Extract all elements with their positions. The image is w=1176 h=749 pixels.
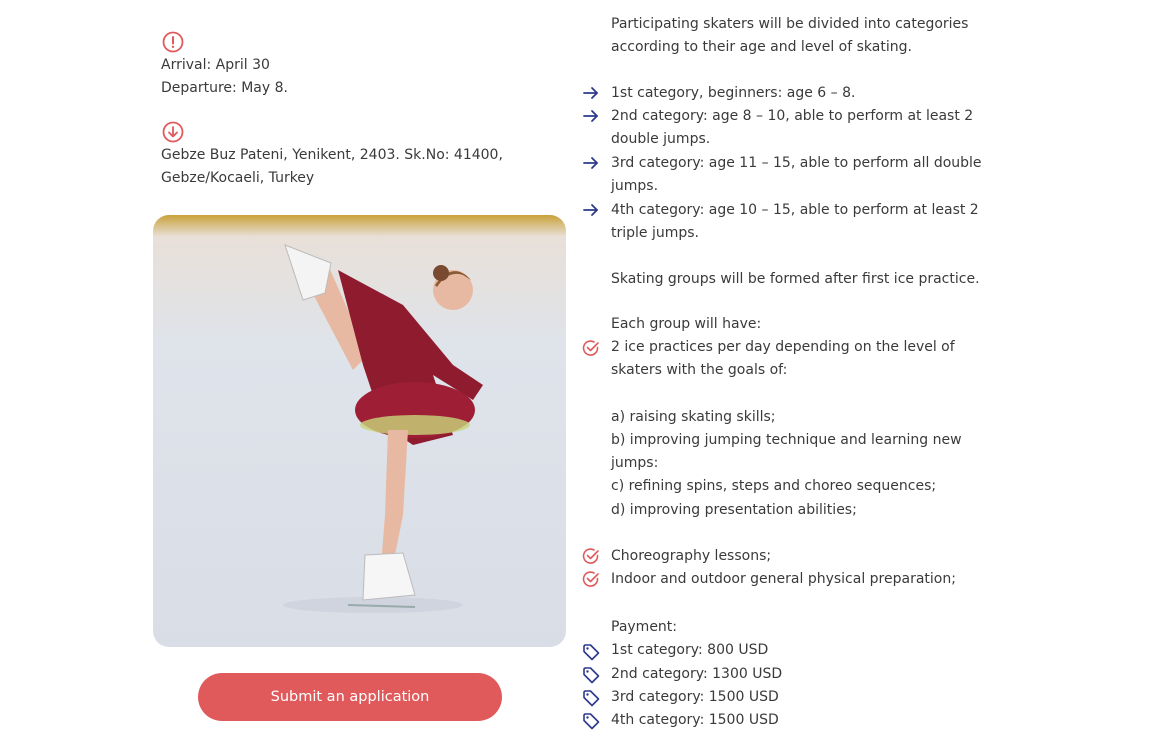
arrival-text: Arrival: April 30 <box>161 57 270 73</box>
category-2-line-2: double jumps. <box>611 131 711 147</box>
goal-item: a) raising skating skills; <box>611 409 776 425</box>
price-tag-icon <box>582 712 600 730</box>
alert-circle-icon <box>162 31 184 53</box>
arrow-right-icon <box>582 201 600 219</box>
address-line-1: Gebze Buz Pateni, Yenikent, 2403. Sk.No: 41400, <box>161 147 503 163</box>
submit-application-button[interactable]: Submit an application <box>198 673 502 721</box>
goal-item: d) improving presentation abilities; <box>611 502 857 518</box>
departure-text: Departure: May 8. <box>161 80 288 96</box>
address-line-2: Gebze/Kocaeli, Turkey <box>161 170 315 186</box>
arrow-right-icon <box>582 154 600 172</box>
price-tag-icon <box>582 666 600 684</box>
category-3-line-2: jumps. <box>611 178 659 194</box>
payment-item: 4th category: 1500 USD <box>611 712 779 728</box>
intro-text-2: according to their age and level of skating. <box>611 39 912 55</box>
payment-item: 3rd category: 1500 USD <box>611 689 779 705</box>
goal-item: c) refining spins, steps and choreo sequences; <box>611 478 937 494</box>
payment-item: 2nd category: 1300 USD <box>611 666 783 682</box>
check-circle-icon <box>582 339 600 357</box>
figure-skater-photo <box>153 215 566 647</box>
goal-item: b) improving jumping technique and learning new <box>611 432 962 448</box>
practice-line-1: 2 ice practices per day depending on the level of <box>611 339 955 355</box>
category-4-line-1: 4th category: age 10 – 15, able to perform at least 2 <box>611 202 979 218</box>
intro-text-1: Participating skaters will be divided into categories <box>611 16 969 32</box>
arrow-right-icon <box>582 84 600 102</box>
check-circle-icon <box>582 570 600 588</box>
each-group-text: Each group will have: <box>611 316 762 332</box>
groups-formed-text: Skating groups will be formed after first ice practice. <box>611 271 980 287</box>
category-1-line-1: 1st category, beginners: age 6 – 8. <box>611 85 856 101</box>
physical-text: Indoor and outdoor general physical preparation; <box>611 571 956 587</box>
check-circle-icon <box>582 547 600 565</box>
category-2-line-1: 2nd category: age 8 – 10, able to perform at least 2 <box>611 108 974 124</box>
payment-item: 1st category: 800 USD <box>611 642 769 658</box>
goal-item: jumps: <box>611 455 659 471</box>
price-tag-icon <box>582 689 600 707</box>
payment-title: Payment: <box>611 619 678 635</box>
practice-line-2: skaters with the goals of: <box>611 362 788 378</box>
price-tag-icon <box>582 643 600 661</box>
arrow-down-circle-icon <box>162 121 184 143</box>
category-3-line-1: 3rd category: age 11 – 15, able to perform all double <box>611 155 982 171</box>
arrow-right-icon <box>582 107 600 125</box>
category-4-line-2: triple jumps. <box>611 225 700 241</box>
choreography-text: Choreography lessons; <box>611 548 772 564</box>
